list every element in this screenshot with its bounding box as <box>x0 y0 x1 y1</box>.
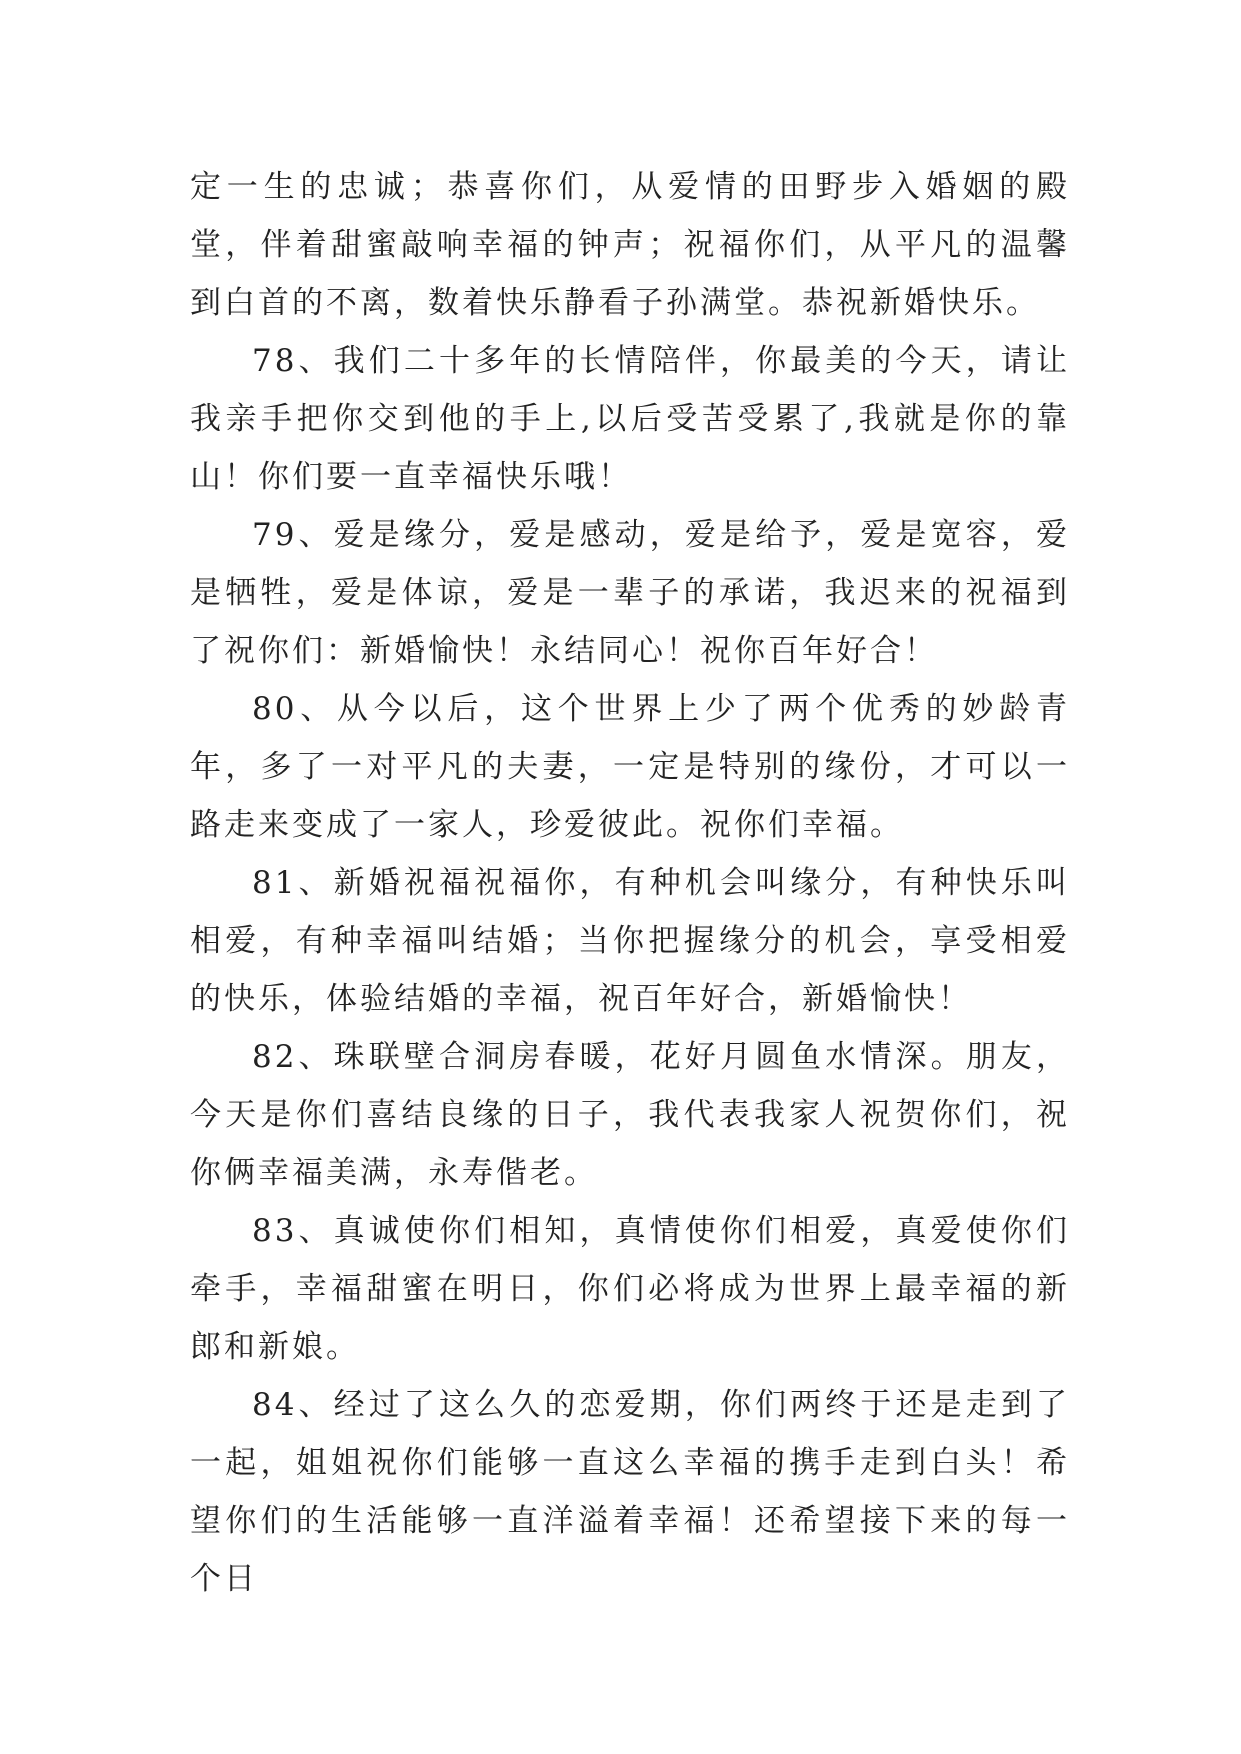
paragraph-82: 82、珠联壁合洞房春暖，花好月圆鱼水情深。朋友，今天是你们喜结良缘的日子，我代表我家人祝贺你们，祝你俩幸福美满，永寿偕老。 <box>190 1039 1070 1191</box>
paragraph-78: 78、我们二十多年的长情陪伴，你最美的今天，请让我亲手把你交到他的手上,以后受苦受累了,我就是你的靠山！你们要一直幸福快乐哦！ <box>190 343 1070 495</box>
paragraph-continuation: 定一生的忠诚；恭喜你们，从爱情的田野步入婚姻的殿堂，伴着甜蜜敲响幸福的钟声；祝福你们，从平凡的温馨到白首的不离，数着快乐静看子孙满堂。恭祝新婚快乐。 <box>190 169 1070 321</box>
paragraph-84: 84、经过了这么久的恋爱期，你们两终于还是走到了一起，姐姐祝你们能够一直这么幸福的携手走到白头！希望你们的生活能够一直洋溢着幸福！还希望接下来的每一个日 <box>190 1387 1070 1597</box>
paragraph-79: 79、爱是缘分，爱是感动，爱是给予，爱是宽容，爱是牺牲，爱是体谅，爱是一辈子的承诺，我迟来的祝福到了祝你们：新婚愉快！永结同心！祝你百年好合！ <box>190 517 1070 669</box>
paragraph-81: 81、新婚祝福祝福你，有种机会叫缘分，有种快乐叫相爱，有种幸福叫结婚；当你把握缘分的机会，享受相爱的快乐，体验结婚的幸福，祝百年好合，新婚愉快！ <box>190 865 1070 1017</box>
document-body <box>190 158 1070 1608</box>
paragraph-83: 83、真诚使你们相知，真情使你们相爱，真爱使你们牵手，幸福甜蜜在明日，你们必将成为世界上最幸福的新郎和新娘。 <box>190 1213 1070 1365</box>
paragraph-80: 80、从今以后，这个世界上少了两个优秀的妙龄青年，多了一对平凡的夫妻，一定是特别的缘份，才可以一路走来变成了一家人，珍爱彼此。祝你们幸福。 <box>190 691 1070 843</box>
